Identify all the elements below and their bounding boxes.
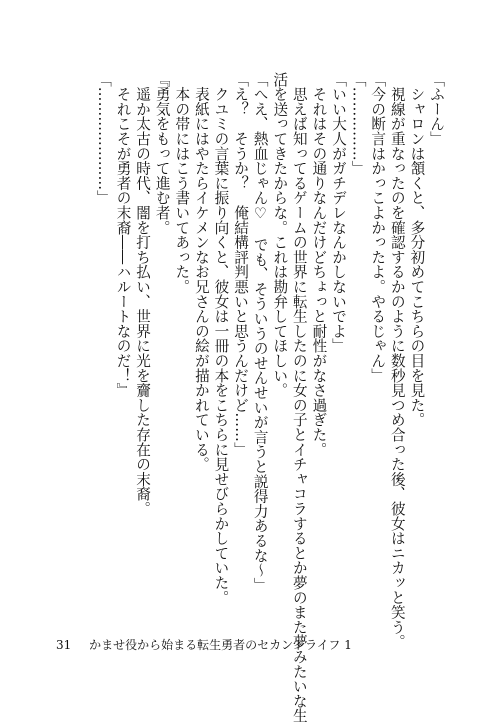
text-line: 思えば知ってるゲームの世界に転生したのに女の子とイチャコラするとか夢のまた夢みたいな生 bbox=[290, 72, 308, 723]
text-line: 本の帯にはこう書いてあった。 bbox=[173, 72, 191, 294]
text-line: 「え？ そうか？ 俺結構評判悪いと思うんだけど……」 bbox=[232, 72, 250, 457]
text-line: 活を送ってきたからな。これは勘弁してほしい。 bbox=[271, 72, 289, 398]
page-footer bbox=[56, 636, 352, 653]
text-line: 「いい大人がガチデレなんかしないでよ」 bbox=[330, 72, 348, 354]
text-line: 遥か太古の時代、闇を打ち払い、世界に光を齎した存在の末裔。 bbox=[134, 72, 152, 516]
text-line: シャロンは頷くと、多分初めてこちらの目を見た。 bbox=[408, 72, 426, 428]
text-line: 「ふーん」 bbox=[428, 72, 445, 146]
text-line: 表紙にはやたらイケメンなお兄さんの絵が描かれている。 bbox=[192, 72, 210, 472]
text-line: 「今の断言はかっこよかったよ。やるじゃん」 bbox=[369, 72, 387, 383]
text-line: それはその通りなんだけどちょっと耐性がなさ過ぎた。 bbox=[310, 72, 328, 457]
text-line: それこそが勇者の末裔――ハルートなのだ！』 bbox=[114, 72, 132, 398]
page-number: 31 bbox=[56, 638, 72, 652]
text-line: 「…………………」 bbox=[94, 72, 112, 206]
text-line: 「……………」 bbox=[349, 72, 367, 176]
text-line: 『勇気をもって進む者。 bbox=[153, 72, 171, 235]
text-line: 「へえ、熱血じゃん♡ でも、そういうのせんせいが言うと説得力あるな〜」 bbox=[251, 72, 269, 593]
text-line: 視線が重なったのを確認するかのように数秒見つめ合った後、彼女はニカッと笑う。 bbox=[388, 72, 406, 650]
text-line: クユミの言葉に振り向くと、彼女は一冊の本をこちらに見せびらかしていた。 bbox=[212, 72, 230, 605]
running-title: かませ役から始まる転生勇者のセカンドライフ 1 bbox=[89, 638, 352, 652]
